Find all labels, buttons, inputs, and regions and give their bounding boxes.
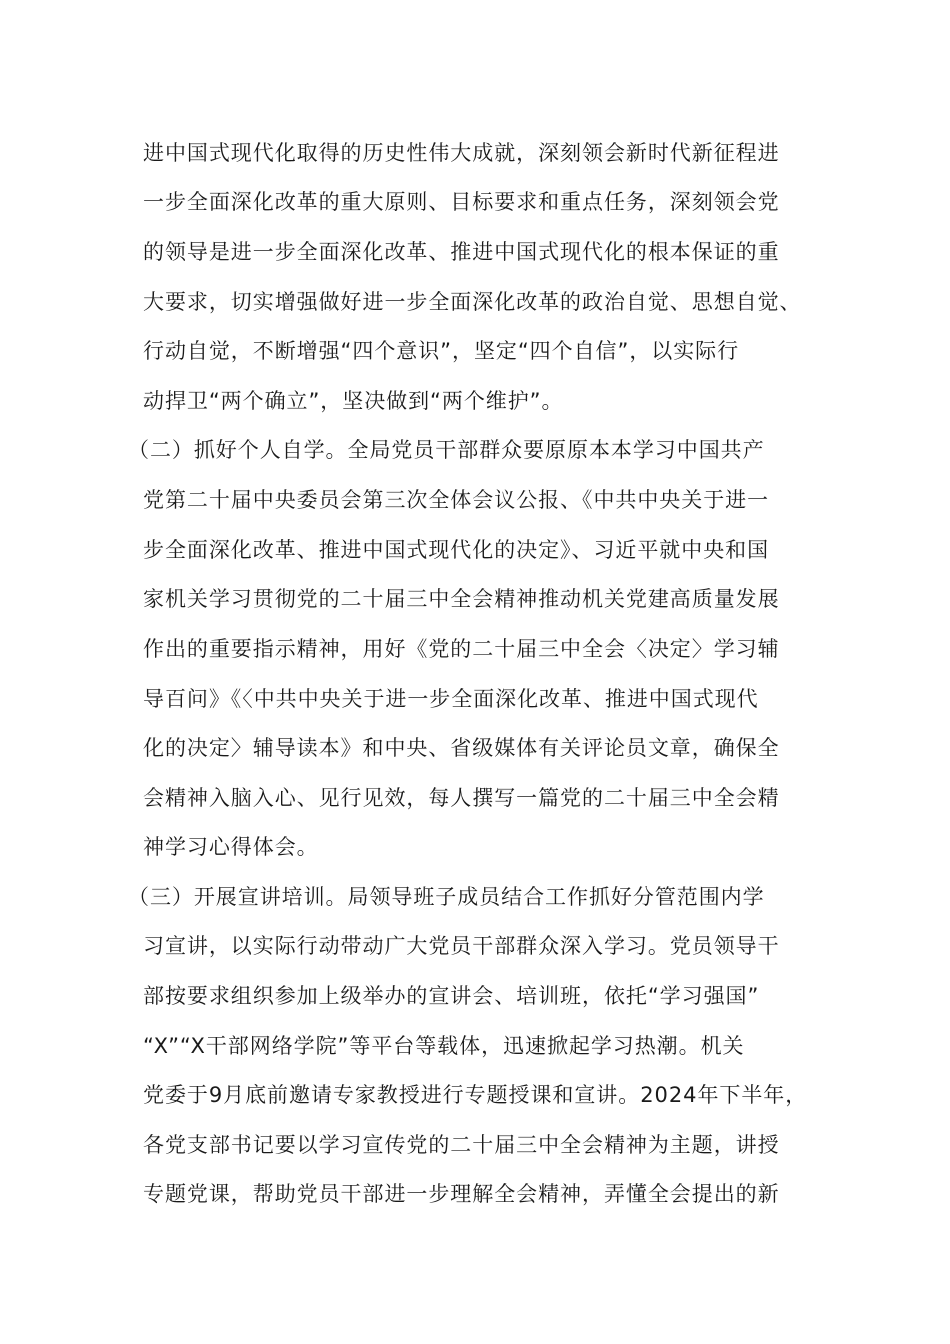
text-line: 各党支部书记要以学习宣传党的二十届三中全会精神为主题，讲授 <box>143 1133 780 1157</box>
text-line: 化的决定〉辅导读本》和中央、省级媒体有关评论员文章，确保全 <box>143 736 780 760</box>
text-line: 神学习心得体会。 <box>143 835 319 859</box>
text-line: 专题党课，帮助党员干部进一步理解全会精神，弄懂全会提出的新 <box>143 1182 780 1206</box>
text-line: 动捍卫“两个确立”，坚决做到“两个维护”。 <box>143 389 564 413</box>
text-line: “X”“X干部网络学院”等平台等载体，迅速掀起学习热潮。机关 <box>143 1034 745 1058</box>
text-line: 一步全面深化改革的重大原则、目标要求和重点任务，深刻领会党 <box>143 190 780 214</box>
text-line: 行动自觉，不断增强“四个意识”，坚定“四个自信”，以实际行 <box>143 339 740 363</box>
text-line: 导百问》《〈中共中央关于进一步全面深化改革、推进中国式现代 <box>143 687 759 711</box>
text-line: 的领导是进一步全面深化改革、推进中国式现代化的根本保证的重 <box>143 240 780 264</box>
text-line: 部按要求组织参加上级举办的宣讲会、培训班，依托“学习强国” <box>143 984 760 1008</box>
text-line: 党第二十届中央委员会第三次全体会议公报、《中共中央关于进一 <box>143 488 770 512</box>
text-line: 习宣讲，以实际行动带动广大党员干部群众深入学习。党员领导干 <box>143 934 780 958</box>
text-line: 会精神入脑入心、见行见效，每人撰写一篇党的二十届三中全会精 <box>143 786 780 810</box>
text-line: 党委于9月底前邀请专家教授进行专题授课和宣讲。2024年下半年， <box>143 1083 808 1107</box>
text-line: 家机关学习贯彻党的二十届三中全会精神推动机关党建高质量发展 <box>143 587 780 611</box>
text-line: 作出的重要指示精神，用好《党的二十届三中全会〈决定〉学习辅 <box>143 637 780 661</box>
text-line: 步全面深化改革、推进中国式现代化的决定》、习近平就中央和国 <box>143 538 770 562</box>
text-line: 大要求，切实增强做好进一步全面深化改革的政治自觉、思想自觉、 <box>143 290 802 314</box>
section-heading-line: （三）开展宣讲培训。局领导班子成员结合工作抓好分管范围内学 <box>128 885 765 909</box>
text-line: 进中国式现代化取得的历史性伟大成就，深刻领会新时代新征程进 <box>143 141 780 165</box>
section-heading-line: （二）抓好个人自学。全局党员干部群众要原原本本学习中国共产 <box>128 438 765 462</box>
